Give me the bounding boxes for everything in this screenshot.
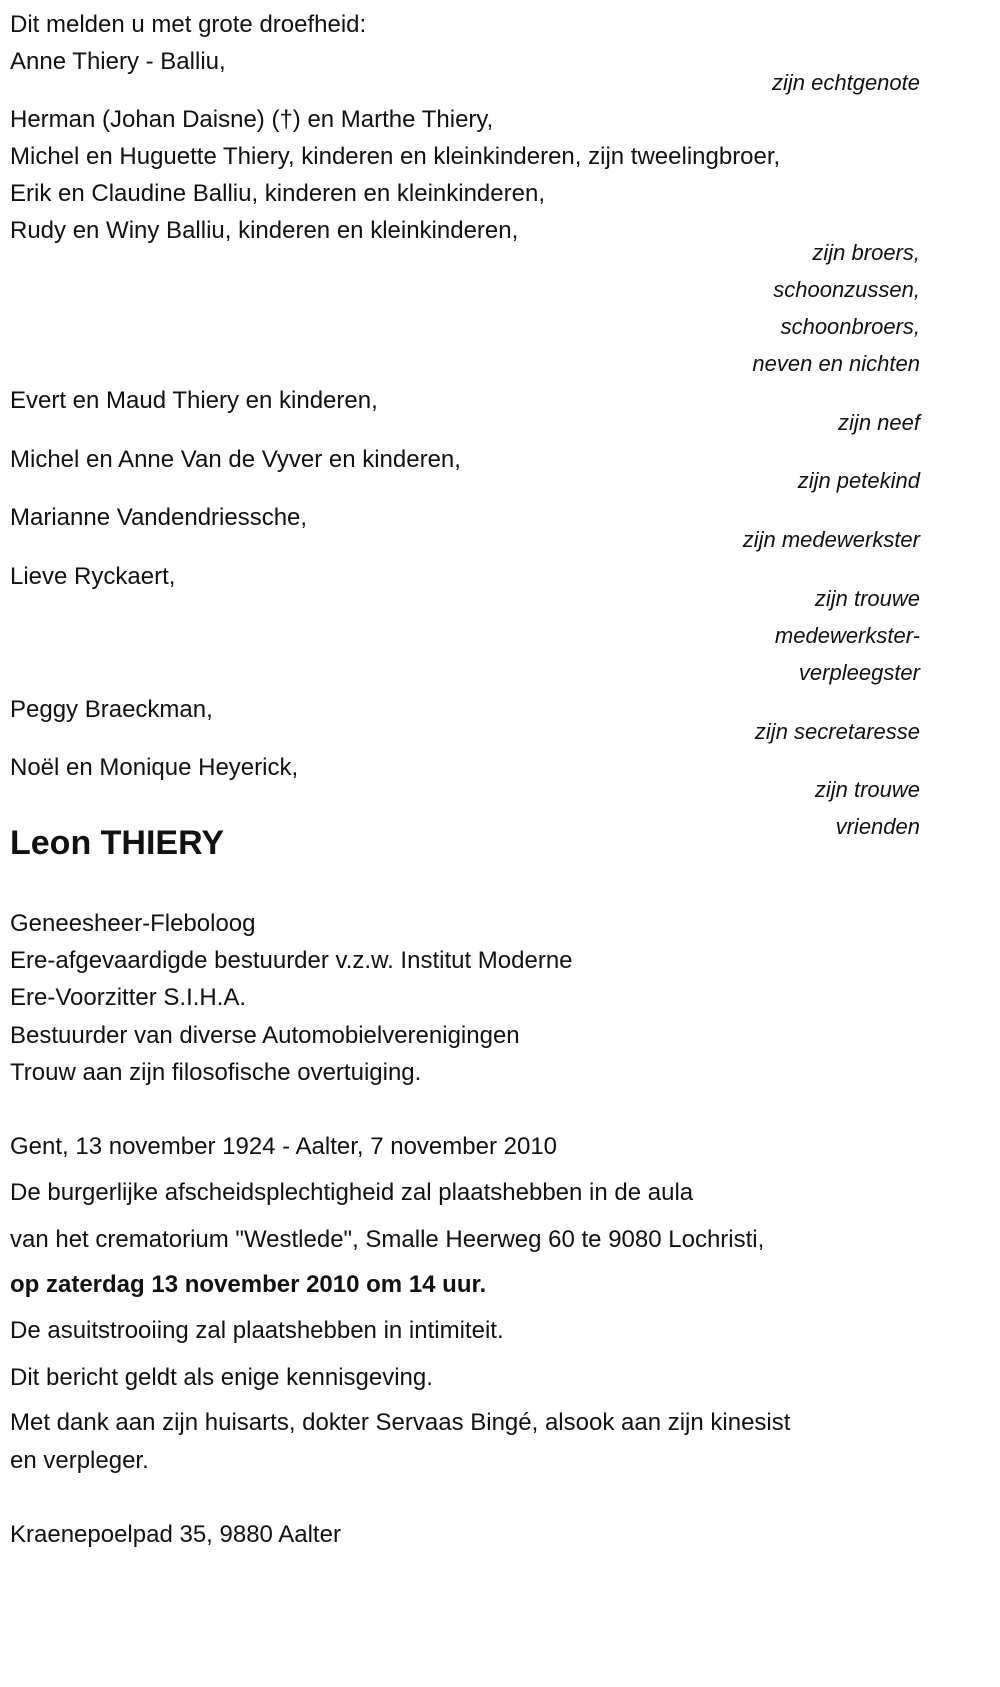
- ceremony-line: van het crematorium "Westlede", Smalle Heerweg 60 te 9080 Lochristi,: [10, 1226, 765, 1253]
- intro-text: Dit melden u met grote droefheid:: [10, 11, 367, 38]
- relation-label: zijn medewerkster: [742, 527, 920, 552]
- note-line: De asuitstrooiing zal plaatshebben in intimiteit.: [10, 1317, 504, 1344]
- note-line: Dit bericht geldt als enige kennisgeving.: [10, 1364, 433, 1391]
- title-line: Ere-Voorzitter S.I.H.A.: [10, 984, 247, 1011]
- mourner-line: Evert en Maud Thiery en kinderen,: [10, 387, 378, 414]
- note-line: en verpleger.: [10, 1447, 149, 1474]
- ceremony-date: op zaterdag 13 november 2010 om 14 uur.: [10, 1271, 487, 1298]
- mourner-line: Noël en Monique Heyerick,: [10, 754, 299, 781]
- mourner-line: Rudy en Winy Balliu, kinderen en kleinkinderen,: [10, 217, 519, 244]
- title-line: Bestuurder van diverse Automobielverenigingen: [10, 1022, 520, 1049]
- mourner-line: Herman (Johan Daisne) (†) en Marthe Thiery,: [10, 106, 494, 133]
- relation-label: zijn broers,: [812, 240, 920, 265]
- mourner-line: Lieve Ryckaert,: [10, 563, 176, 590]
- address: Kraenepoelpad 35, 9880 Aalter: [10, 1521, 341, 1548]
- relation-label: zijn trouwe: [814, 777, 920, 802]
- relation-label: zijn echtgenote: [772, 70, 920, 95]
- mourner-line: Anne Thiery - Balliu,: [10, 48, 226, 75]
- title-line: Ere-afgevaardigde bestuurder v.z.w. Institut Moderne: [10, 947, 573, 974]
- deceased-name: Leon THIERY: [10, 824, 225, 862]
- mourner-line: Michel en Huguette Thiery, kinderen en kleinkinderen, zijn tweelingbroer,: [10, 143, 781, 170]
- ceremony-line: De burgerlijke afscheidsplechtigheid zal plaatshebben in de aula: [10, 1179, 694, 1206]
- relation-label: schoonbroers,: [780, 314, 920, 339]
- title-line: Geneesheer-Fleboloog: [10, 910, 256, 937]
- mourner-line: Michel en Anne Van de Vyver en kinderen,: [10, 446, 461, 473]
- relation-label: zijn trouwe: [814, 586, 920, 611]
- relation-label: vrienden: [835, 814, 920, 839]
- relation-label: medewerkster-: [774, 623, 920, 648]
- relation-label: neven en nichten: [752, 351, 920, 376]
- relation-label: zijn neef: [838, 410, 920, 435]
- relation-label: verpleegster: [798, 660, 920, 685]
- mourner-line: Marianne Vandendriessche,: [10, 504, 308, 531]
- note-line: Met dank aan zijn huisarts, dokter Servaas Bingé, alsook aan zijn kinesist: [10, 1409, 791, 1436]
- relation-label: schoonzussen,: [773, 277, 920, 302]
- life-dates: Gent, 13 november 1924 - Aalter, 7 november 2010: [10, 1133, 558, 1160]
- mourner-line: Erik en Claudine Balliu, kinderen en kleinkinderen,: [10, 180, 545, 207]
- title-line: Trouw aan zijn filosofische overtuiging.: [10, 1059, 422, 1086]
- relation-label: zijn petekind: [797, 468, 920, 493]
- relation-label: zijn secretaresse: [754, 719, 920, 744]
- mourner-line: Peggy Braeckman,: [10, 696, 213, 723]
